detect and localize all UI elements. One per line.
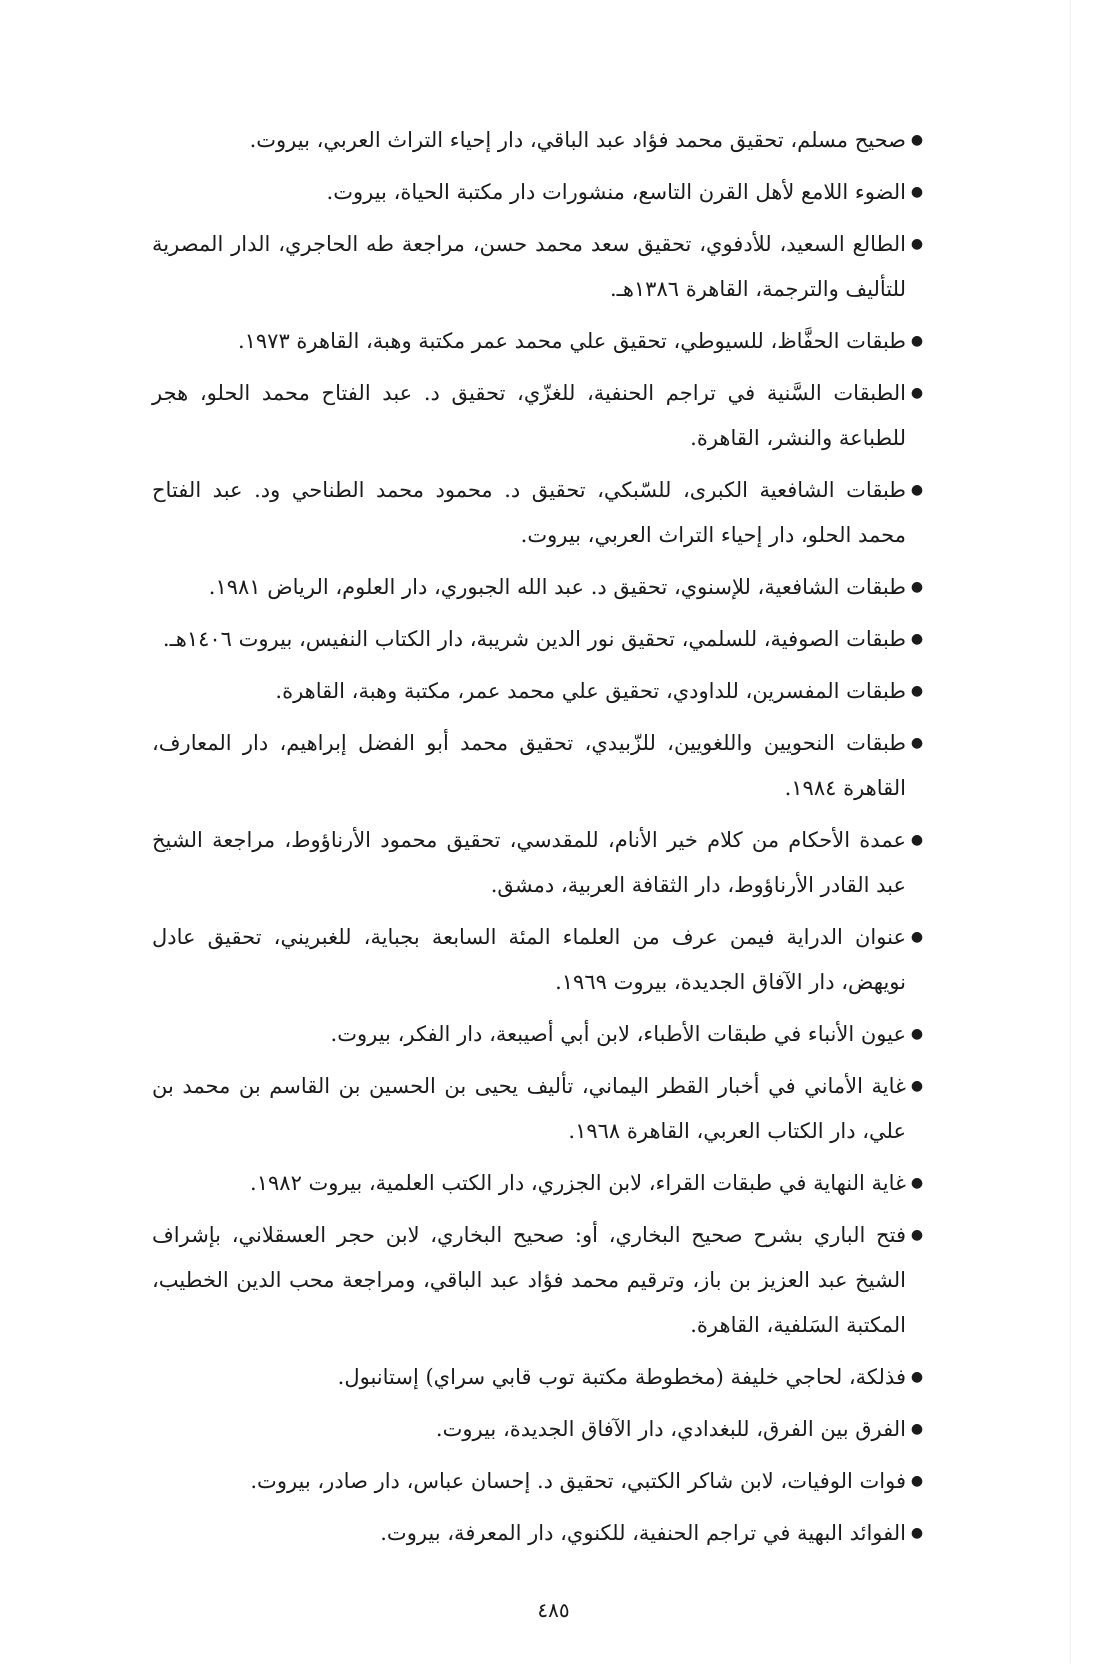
entry-text: صحيح مسلم، تحقيق محمد فؤاد عبد الباقي، دار إحياء التراث العربي، بيروت. bbox=[249, 128, 906, 152]
bullet-icon: ● bbox=[910, 482, 924, 498]
entry-text: طبقات الشافعية الكبرى، للسّبكي، تحقيق د. محمود محمد الطناحي ود. عبد الفتاح محمد الحلو، دار إحياء التراث العربي، بيروت. bbox=[152, 478, 906, 547]
bullet-icon: ● bbox=[910, 1026, 924, 1042]
bibliography-entry bbox=[152, 118, 924, 163]
entry-text: فوات الوفيات، لابن شاكر الكتبي، تحقيق د. إحسان عباس، دار صادر، بيروت. bbox=[250, 1469, 906, 1493]
entry-text: عنوان الدراية فيمن عرف من العلماء المئة السابعة بجباية، للغبريني، تحقيق عادل نويهض، دار الآفاق الجديدة، بيروت ١٩٦٩. bbox=[152, 925, 906, 994]
bibliography-entry bbox=[152, 565, 924, 610]
bibliography-entry bbox=[152, 222, 924, 312]
bullet-icon: ● bbox=[910, 132, 924, 148]
bibliography-list bbox=[152, 118, 924, 1556]
bullet-icon: ● bbox=[910, 1175, 924, 1191]
bibliography-entry bbox=[152, 468, 924, 558]
bullet-icon: ● bbox=[910, 1369, 924, 1385]
bibliography-entry bbox=[152, 1355, 924, 1400]
entry-text: طبقات المفسرين، للداودي، تحقيق علي محمد عمر، مكتبة وهبة، القاهرة. bbox=[275, 679, 906, 703]
bibliography-entry bbox=[152, 170, 924, 215]
bibliography-entry bbox=[152, 371, 924, 461]
bullet-icon: ● bbox=[910, 385, 924, 401]
entry-text: الطبقات السَّنية في تراجم الحنفية، للغزّي، تحقيق د. عبد الفتاح محمد الحلو، هجر للطباعة والنشر، القاهرة. bbox=[152, 381, 906, 450]
entry-text: غاية النهاية في طبقات القراء، لابن الجزري، دار الكتب العلمية، بيروت ١٩٨٢. bbox=[250, 1171, 906, 1195]
entry-text: الضوء اللامع لأهل القرن التاسع، منشورات دار مكتبة الحياة، بيروت. bbox=[326, 180, 906, 204]
bullet-icon: ● bbox=[910, 1473, 924, 1489]
bibliography-entry bbox=[152, 1511, 924, 1556]
bibliography-entry bbox=[152, 915, 924, 1005]
bullet-icon: ● bbox=[910, 735, 924, 751]
bibliography-entry bbox=[152, 1213, 924, 1348]
bullet-icon: ● bbox=[910, 1227, 924, 1243]
bullet-icon: ● bbox=[910, 236, 924, 252]
entry-text: طبقات الشافعية، للإسنوي، تحقيق د. عبد الله الجبوري، دار العلوم، الرياض ١٩٨١. bbox=[208, 575, 906, 599]
entry-text: غاية الأماني في أخبار القطر اليماني، تأليف يحيى بن الحسين بن القاسم بن محمد بن علي، دار الكتاب العربي، القاهرة ١٩٦٨. bbox=[152, 1074, 906, 1143]
bibliography-entry bbox=[152, 1161, 924, 1206]
bullet-icon: ● bbox=[910, 929, 924, 945]
entry-text: فتح الباري بشرح صحيح البخاري، أو: صحيح البخاري، لابن حجر العسقلاني، بإشراف الشيخ عبد العزيز بن باز، وترقيم محمد فؤاد عبد الباقي، ومراجعة محب الدين الخطيب، المكتبة السَلفية، القاهرة. bbox=[152, 1223, 906, 1337]
bibliography-entry bbox=[152, 818, 924, 908]
entry-text: الطالع السعيد، للأدفوي، تحقيق سعد محمد حسن، مراجعة طه الحاجري، الدار المصرية للتأليف والترجمة، القاهرة ١٣٨٦هـ. bbox=[152, 232, 906, 301]
entry-text: فذلكة، لحاجي خليفة (مخطوطة مكتبة توب قابي سراي) إستانبول. bbox=[337, 1365, 906, 1389]
bullet-icon: ● bbox=[910, 184, 924, 200]
page-number: ٤٨٥ bbox=[537, 1598, 570, 1622]
page-edge-line bbox=[1070, 0, 1071, 1664]
bibliography-entry bbox=[152, 1064, 924, 1154]
entry-text: عمدة الأحكام من كلام خير الأنام، للمقدسي، تحقيق محمود الأرناؤوط، مراجعة الشيخ عبد القادر الأرناؤوط، دار الثقافة العربية، دمشق. bbox=[152, 828, 906, 897]
entry-text: الفرق بين الفرق، للبغدادي، دار الآفاق الجديدة، بيروت. bbox=[435, 1417, 906, 1441]
bibliography-entry bbox=[152, 319, 924, 364]
bibliography-entry bbox=[152, 1012, 924, 1057]
entry-text: طبقات الصوفية، للسلمي، تحقيق نور الدين شريبة، دار الكتاب النفيس، بيروت ١٤٠٦هـ. bbox=[162, 627, 906, 651]
bibliography-entry bbox=[152, 721, 924, 811]
bullet-icon: ● bbox=[910, 333, 924, 349]
entry-text: عيون الأنباء في طبقات الأطباء، لابن أبي أصيبعة، دار الفكر، بيروت. bbox=[330, 1022, 906, 1046]
bibliography-entry bbox=[152, 1407, 924, 1452]
bibliography-entry bbox=[152, 669, 924, 714]
entry-text: طبقات النحويين واللغويين، للزّبيدي، تحقيق محمد أبو الفضل إبراهيم، دار المعارف، القاهرة ١٩٨٤. bbox=[152, 731, 906, 800]
bullet-icon: ● bbox=[910, 1421, 924, 1437]
bullet-icon: ● bbox=[910, 1525, 924, 1541]
bibliography-entry bbox=[152, 617, 924, 662]
bullet-icon: ● bbox=[910, 683, 924, 699]
bullet-icon: ● bbox=[910, 1078, 924, 1094]
bullet-icon: ● bbox=[910, 631, 924, 647]
bullet-icon: ● bbox=[910, 832, 924, 848]
bibliography-entry bbox=[152, 1459, 924, 1504]
bullet-icon: ● bbox=[910, 579, 924, 595]
entry-text: طبقات الحفَّاظ، للسيوطي، تحقيق علي محمد عمر مكتبة وهبة، القاهرة ١٩٧٣. bbox=[237, 329, 906, 353]
entry-text: الفوائد البهية في تراجم الحنفية، للكنوي، دار المعرفة، بيروت. bbox=[380, 1521, 906, 1545]
